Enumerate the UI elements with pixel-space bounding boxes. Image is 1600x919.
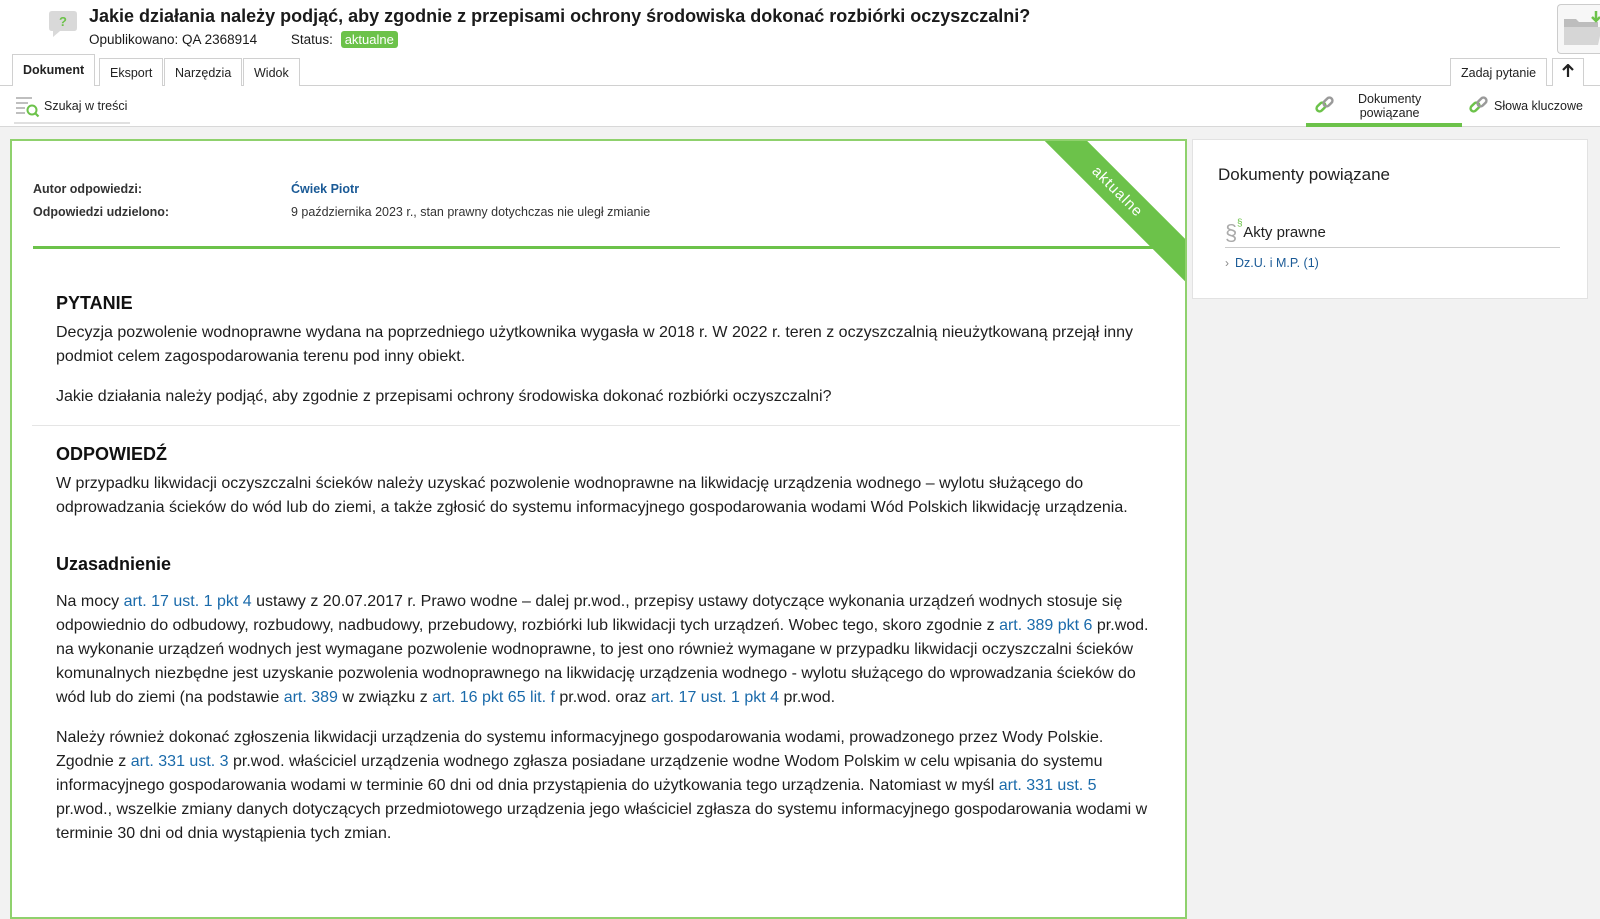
publication-meta [89,31,398,48]
law-reference-link[interactable]: art. 389 [283,689,338,706]
justification-paragraph [56,726,1156,846]
text-run: pr.wod. właściciel urządzenia wodnego zgłasza posiadane urządzenie wodne Wodom Polskim w celu wpisania do systemu informacyjnego gospodarowania wodami w terminie 60 dni od dnia przystąpienia do użytkowania tego urządzenia. Natomiast w myśl [56,753,1103,794]
text-run: Na mocy [56,593,124,610]
journal-of-laws-item[interactable] [1225,256,1319,270]
status-ribbon-text: aktualne [1037,139,1187,289]
author-label: Autor odpowiedzi: [33,182,143,196]
justification-paragraph [56,590,1156,710]
related-documents-label-1: Dokumenty [1358,92,1422,106]
link-icon [1312,93,1338,119]
folder-download-button[interactable] [1557,4,1600,54]
status-label: Status: [290,32,333,47]
law-reference-link[interactable]: art. 331 ust. 3 [130,753,229,770]
section-divider [32,425,1180,426]
status-badge: aktualne [341,31,398,48]
search-in-content-label: Szukaj w treści [44,99,128,113]
search-underline [14,122,130,124]
answer-heading: ODPOWIEDŹ [56,444,167,464]
paragraph-icon: § § [1225,217,1243,245]
keywords-label: Słowa kluczowe [1494,99,1583,113]
text-run: Należy również dokonać zgłoszenia likwidacji urządzenia do systemu informacyjnego gospodarowania wodami, prowadzonego przez Wody Polskie. Zgodnie z [56,729,1104,770]
text-run: ustawy z 20.07.2017 r. Prawo wodne – dalej pr.wod., przepisy ustawy dotyczące wykonania urządzeń wodnych stosuje się odpowiednio do odbudowy, rozbudowy, nadbudowy, przebudowy, rozbiórki lub likwidacji tych urządzeń. Wobec tego, skoro zgodnie z [56,593,1123,634]
tab-narzedzia[interactable]: Narzędzia [164,58,242,87]
answer-date-label: Odpowiedzi udzielono: [33,205,170,219]
chevron-right-icon: › [1225,256,1229,270]
tab-dokument[interactable]: Dokument [12,54,95,87]
text-run: pr.wod. [779,689,836,706]
document-content [56,291,1156,862]
side-panel-title: Dokumenty powiązane [1218,165,1390,184]
text-run: pr.wod. na wykonanie urządzeń wodnych jest wymagane pozwolenie wodnoprawne, to jest ono również wymagane w przypadku likwidacji oczyszczalni ścieków komunalnych niezbędne jest uzyskanie pozwolenia wodnoprawnego na likwidację urządzenia wodnego - wylotu służącego do wprowadzania ścieków do wód lub do ziemi (na podstawie [56,617,1149,706]
question-paragraph: Jakie działania należy podjąć, aby zgodnie z przepisami ochrony środowiska dokonać rozbiórki oczyszczalni? [56,388,832,405]
page-title: Jakie działania należy podjąć, aby zgodnie z przepisami ochrony środowiska dokonać rozbiórki oczyszczalni? [89,6,1031,26]
link-icon [1466,93,1492,119]
header-divider [33,246,1173,249]
answer-date-value: 9 października 2023 r., stan prawny dotychczas nie uległ zmianie [291,205,651,219]
ribbon-tabs [0,56,1600,86]
scroll-top-button[interactable] [1552,58,1584,86]
question-icon [46,10,80,38]
text-run: w związku z [337,689,433,706]
journal-of-laws-label: Dz.U. i M.P. (1) [1235,256,1319,270]
toolbar [0,86,1600,127]
question-paragraph: Decyzja pozwolenie wodnoprawne wydana na poprzedniego użytkownika wygasła w 2018 r. W 2022 r. teren z oczyszczalnią nieużytkowaną przejął inny podmiot celem zagospodarowania terenu pod inny obiekt. [56,324,1134,365]
search-in-content-button[interactable] [14,90,127,122]
ask-question-button[interactable]: Zadaj pytanie [1450,58,1547,86]
folder-download-icon [1558,5,1600,55]
tab-eksport[interactable]: Eksport [99,58,163,87]
text-run: pr.wod. oraz [554,689,651,706]
svg-text:?: ? [59,14,67,29]
document-header [0,0,1600,56]
text-run: pr.wod., wszelkie zmiany danych dotyczących przedmiotowego urządzenia jego właściciel zgłasza do systemu informacyjnego gospodarowania wodami w terminie 30 dni od dnia wystąpienia tych zmian. [56,801,1148,842]
published-label: Opublikowano: QA 2368914 [89,32,258,47]
answer-paragraph: W przypadku likwidacji oczyszczalni ścieków należy uzyskać pozwolenie wodnoprawne na likwidację urządzenia wodnego – wylotu służącego do odprowadzania ścieków do wód lub do ziemi, a także zgłosić do systemu informacyjnego gospodarowania wodami Wód Polskich likwidację urządzenia. [56,475,1128,516]
related-documents-panel [1192,139,1588,299]
law-reference-link[interactable]: art. 17 ust. 1 pkt 4 [650,689,780,706]
related-documents-label-2: powiązane [1359,106,1420,120]
arrow-up-icon [1562,64,1574,78]
legal-acts-label: Akty prawne [1243,224,1326,241]
document-panel [10,139,1187,919]
status-ribbon [1037,139,1187,289]
law-reference-link[interactable]: art. 331 ust. 5 [998,777,1097,794]
author-link[interactable]: Ćwiek Piotr [291,182,360,196]
related-documents-button[interactable] [1306,88,1462,124]
law-reference-link[interactable]: art. 16 pkt 65 lit. f [432,689,555,706]
search-list-icon [14,93,40,119]
tab-widok[interactable]: Widok [243,58,300,87]
answer-info [33,182,650,228]
law-reference-link[interactable]: art. 389 pkt 6 [999,617,1093,634]
law-reference-link[interactable]: art. 17 ust. 1 pkt 4 [123,593,252,610]
justification-heading: Uzasadnienie [56,554,172,574]
question-heading: PYTANIE [56,293,133,313]
keywords-button[interactable] [1466,88,1591,124]
legal-acts-section [1225,218,1560,248]
